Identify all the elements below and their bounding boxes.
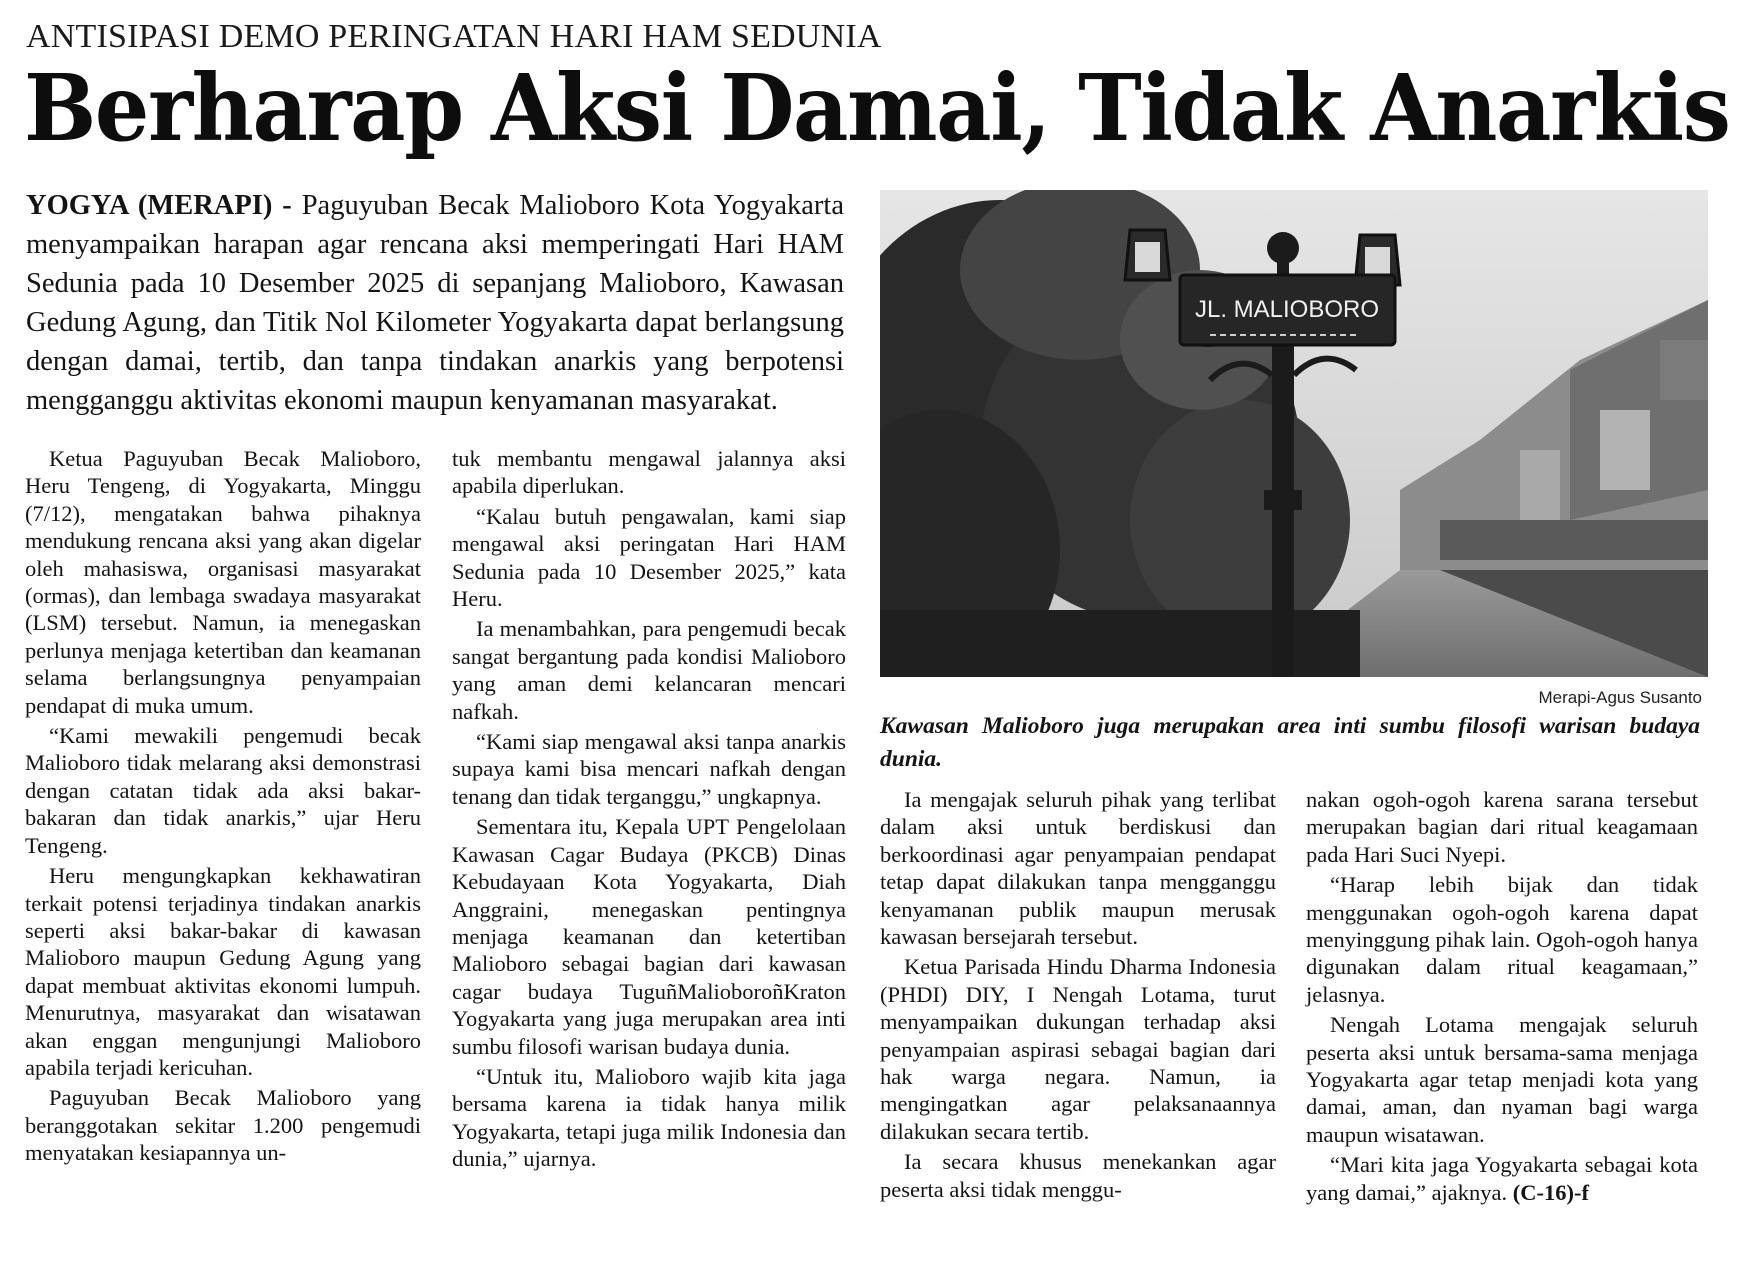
paragraph	[1306, 1151, 1698, 1206]
paragraph: Paguyuban Becak Malioboro yang beranggotakan sekitar 1.200 pengemudi menyatakan kesiapannya un-	[25, 1085, 421, 1166]
paragraph: “Kami siap mengawal aksi tanpa anarkis supaya kami bisa mencari nafkah dengan tenang dan tidak terganggu,” ungkapnya.	[452, 729, 846, 809]
photo-credit: Merapi-Agus Susanto	[1538, 688, 1702, 707]
paragraph: Ketua Parisada Hindu Dharma Indonesia (PHDI) DIY, I Nengah Lotama, turut menyampaikan dukungan terhadap aksi penyampaian aspirasi sebagai bagian dari hak warga negara. Namun, ia mengingatkan agar pelaksanaannya dilakukan secara tertib.	[880, 954, 1276, 1144]
column-3	[880, 786, 1276, 1206]
paragraph: “Kalau butuh pengawalan, kami siap mengawal aksi peringatan Hari HAM Sedunia pada 10 Desember 2025,” kata Heru.	[452, 503, 846, 612]
lede-text: Paguyuban Becak Malioboro Kota Yogyakarta menyampaikan harapan agar rencana aksi memperingati Hari HAM Sedunia pada 10 Desember 2025 di sepanjang Malioboro, Kawasan Gedung Agung, dan Titik Nol Kilometer Yogyakarta dapat berlangsung dengan damai, tertib, dan tanpa tindakan anarkis yang berpotensi mengganggu aktivitas ekonomi maupun kenyamanan masyarakat.	[26, 190, 844, 416]
author-signature: (C-16)-f	[1512, 1179, 1590, 1205]
headline: Berharap Aksi Damai, Tidak Anarkis	[24, 54, 1730, 162]
paragraph: “Harap lebih bijak dan tidak menggunakan ogoh-ogoh karena dapat menyinggung pihak lain. Ogoh-ogoh hanya digunakan dalam ritual keagamaan,” jelasnya.	[1306, 872, 1698, 1007]
photo-caption: Kawasan Malioboro juga merupakan area inti sumbu filosofi warisan budaya dunia.	[880, 713, 1700, 772]
paragraph: Nengah Lotama mengajak seluruh peserta aksi untuk bersama-sama menjaga Yogyakarta agar tetap menjadi kota yang damai, aman, dan nyaman bagi warga maupun wisatawan.	[1306, 1012, 1698, 1147]
paragraph: Sementara itu, Kepala UPT Pengelolaan Kawasan Cagar Budaya (PKCB) Dinas Kebudayaan Kota Yogyakarta, Diah Anggraini, menegaskan pentingnya menjaga keamanan dan ketertiban Malioboro sebagai bagian dari kawasan cagar budaya TuguñMalioboroñKraton Yogyakarta yang juga merupakan area inti sumbu filosofi warisan budaya dunia.	[452, 814, 846, 1059]
column-1	[25, 445, 421, 1170]
paragraph: nakan ogoh-ogoh karena sarana tersebut merupakan bagian dari ritual keagamaan pada Hari Suci Nyepi.	[1306, 787, 1698, 867]
dateline: YOGYA (MERAPI) -	[26, 190, 292, 221]
column-2	[452, 445, 846, 1176]
news-photo	[880, 190, 1708, 677]
street-sign-text: JL. MALIOBORO	[1194, 296, 1380, 323]
paragraph: “Untuk itu, Malioboro wajib kita jaga bersama karena ia tidak hanya milik Yogyakarta, tetapi juga milik Indonesia dan dunia,” ujarnya.	[452, 1063, 846, 1172]
paragraph: Ketua Paguyuban Becak Malioboro, Heru Tengeng, di Yogyakarta, Minggu (7/12), mengatakan bahwa pihaknya mendukung rencana aksi yang akan digelar oleh mahasiswa, organisasi masyarakat (ormas), dan lembaga swadaya masyarakat (LSM) tersebut. Namun, ia menegaskan perlunya menjaga ketertiban dan keamanan selama berlangsungnya penyampaian pendapat di muka umum.	[25, 446, 421, 718]
paragraph: Ia menambahkan, para pengemudi becak sangat bergantung pada kondisi Malioboro yang aman demi kelancaran mencari nafkah.	[452, 616, 846, 724]
paragraph: tuk membantu mengawal jalannya aksi apabila diperlukan.	[452, 446, 846, 499]
malioboro-street-photo	[880, 190, 1708, 677]
paragraph: Ia mengajak seluruh pihak yang terlibat dalam aksi untuk berdiskusi dan berkoordinasi agar penyampaian pendapat tetap dapat dilakukan tanpa mengganggu kenyamanan publik maupun merusak kawasan bersejarah tersebut.	[880, 787, 1276, 950]
paragraph: Heru mengungkapkan kekhawatiran terkait potensi terjadinya tindakan anarkis seperti aksi bakar-bakar di kawasan Malioboro maupun Gedung Agung yang dapat membuat aktivitas ekonomi lumpuh. Menurutnya, masyarakat dan wisatawan akan enggan mengunjungi Malioboro apabila terjadi kericuhan.	[25, 863, 421, 1080]
column-4	[1306, 786, 1698, 1209]
lede-paragraph	[26, 186, 844, 420]
closing-quote: “Mari kita jaga Yogyakarta sebagai kota yang damai,” ajaknya.	[1306, 1152, 1698, 1205]
paragraph: Ia secara khusus menekankan agar peserta aksi tidak menggu-	[880, 1149, 1276, 1202]
kicker: ANTISIPASI DEMO PERINGATAN HARI HAM SEDUNIA	[26, 18, 882, 55]
paragraph: “Kami mewakili pengemudi becak Malioboro tidak melarang aksi demonstrasi dengan catatan tidak ada aksi bakar-bakaran dan tidak anarkis,” ujar Heru Tengeng.	[25, 723, 421, 858]
